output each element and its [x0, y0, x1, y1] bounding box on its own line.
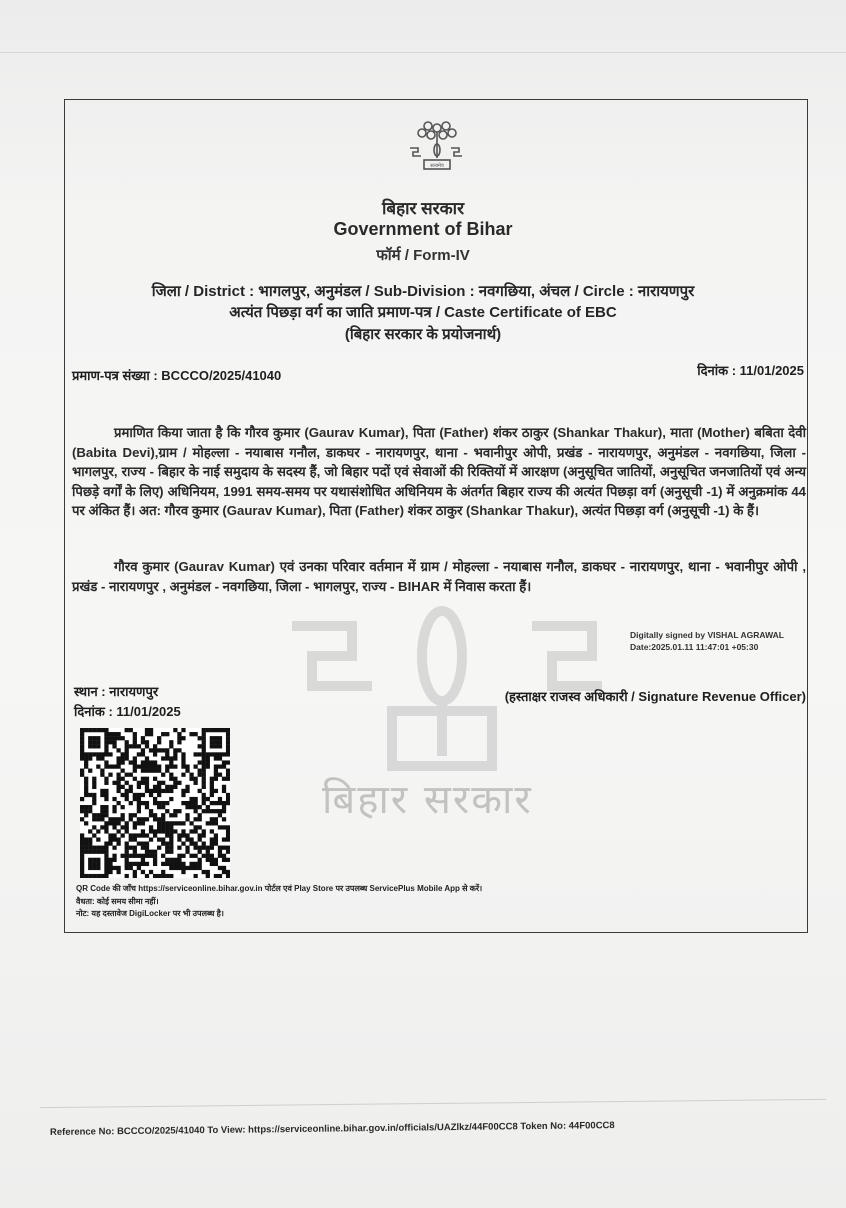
validity-note: वैधता: कोई समय सीमा नहीं।	[76, 897, 159, 906]
watermark-text: बिहार सरकार	[322, 777, 533, 823]
qr-code	[80, 728, 230, 878]
bihar-emblem-logo	[406, 114, 468, 176]
header-title-english: Government of Bihar	[333, 219, 513, 239]
certificate-number: प्रमाण-पत्र संख्या : BCCCO/2025/41040	[72, 368, 282, 383]
digilocker-note: नोट: यह दस्तावेज DigiLocker पर भी उपलब्ध है।	[76, 909, 224, 918]
digital-signature-block	[630, 629, 784, 653]
header-title-hindi: बिहार सरकार	[381, 199, 465, 218]
issue-date: दिनांक : 11/01/2025	[74, 704, 181, 719]
reference-footer: Reference No: BCCCO/2025/41040 To View: https://serviceonline.bihar.gov.in/officials/UAZlkz/44F00CC8 Token No: 44F00CC8	[49, 1120, 615, 1138]
digital-signature-date: Date:2025.01.11 11:47:01 +05:30	[630, 642, 759, 652]
paper-fold-line	[0, 52, 846, 53]
district-line: जिला / District : भागलपुर, अनुमंडल / Sub-Division : नवगछिया, अंचल / Circle : नारायणपुर	[151, 283, 695, 300]
emblem-label: सत्यमेव	[430, 163, 444, 169]
officer-signature-label: (हस्ताक्षर राजस्व अधिकारी / Signature Revenue Officer)	[504, 689, 806, 704]
footer-fold-line	[40, 1099, 826, 1108]
issue-place: स्थान : नारायणपुर	[74, 684, 159, 699]
residence-paragraph: गौरव कुमार (Gaurav Kumar) एवं उनका परिवार वर्तमान में ग्राम / मोहल्ला - नयाबास गनौल, डाकघर - नारायणपुर, थाना - भवानीपुर ओपी , प्रखंड - नारायणपुर , अनुमंडल - नवगछिया, जिला - भागलपुर, राज्य - BIHAR में निवास करता हैं।	[72, 559, 806, 594]
qr-verification-note: QR Code की जाँच https://serviceonline.bihar.gov.in पोर्टल एवं Play Store पर उपलब्ध ServicePlus Mobile App से करें।	[76, 884, 483, 893]
certificate-type: अत्यंत पिछड़ा वर्ग का जाति प्रमाण-पत्र / Caste Certificate of EBC	[229, 304, 617, 321]
certificate-date: दिनांक : 11/01/2025	[697, 363, 804, 378]
digital-signature-name: Digitally signed by VISHAL AGRAWAL	[630, 630, 784, 640]
certificate-purpose: (बिहार सरकार के प्रयोजनार्थ)	[344, 326, 502, 343]
form-number: फॉर्म / Form-IV	[376, 247, 470, 264]
certification-paragraph: प्रमाणित किया जाता है कि गौरव कुमार (Gaurav Kumar), पिता (Father) शंकर ठाकुर (Shankar Thakur), माता (Mother) बबिता देवी (Babita Devi),ग्राम / मोहल्ला - नयाबास गनौल, डाकघर - नारायणपुर, थाना - भवानीपुर ओपी, प्रखंड - नारायणपुर, अनुमंडल - नवगछिया, जिला - भागलपुर, राज्य - बिहार के नाई समुदाय के सदस्य हैं, जो बिहार पदों एवं सेवाओं की रिक्तियों में आरक्षण (अनुसूचित जातियों, अनुसूचित जनजातियों एवं अन्य पिछड़े वर्गों के लिए) अधिनियम, 1991 समय-समय पर यथासंशोधित अधिनियम के अंतर्गत बिहार राज्य की अत्यंत पिछड़ा वर्ग (अनुसूची -1) में अनुक्रमांक 44 पर अंकित हैं। अत: गौरव कुमार (Gaurav Kumar), पिता (Father) शंकर ठाकुर (Shankar Thakur), अत्यंत पिछड़ा वर्ग (अनुसूची -1) के हैं।	[72, 425, 806, 518]
